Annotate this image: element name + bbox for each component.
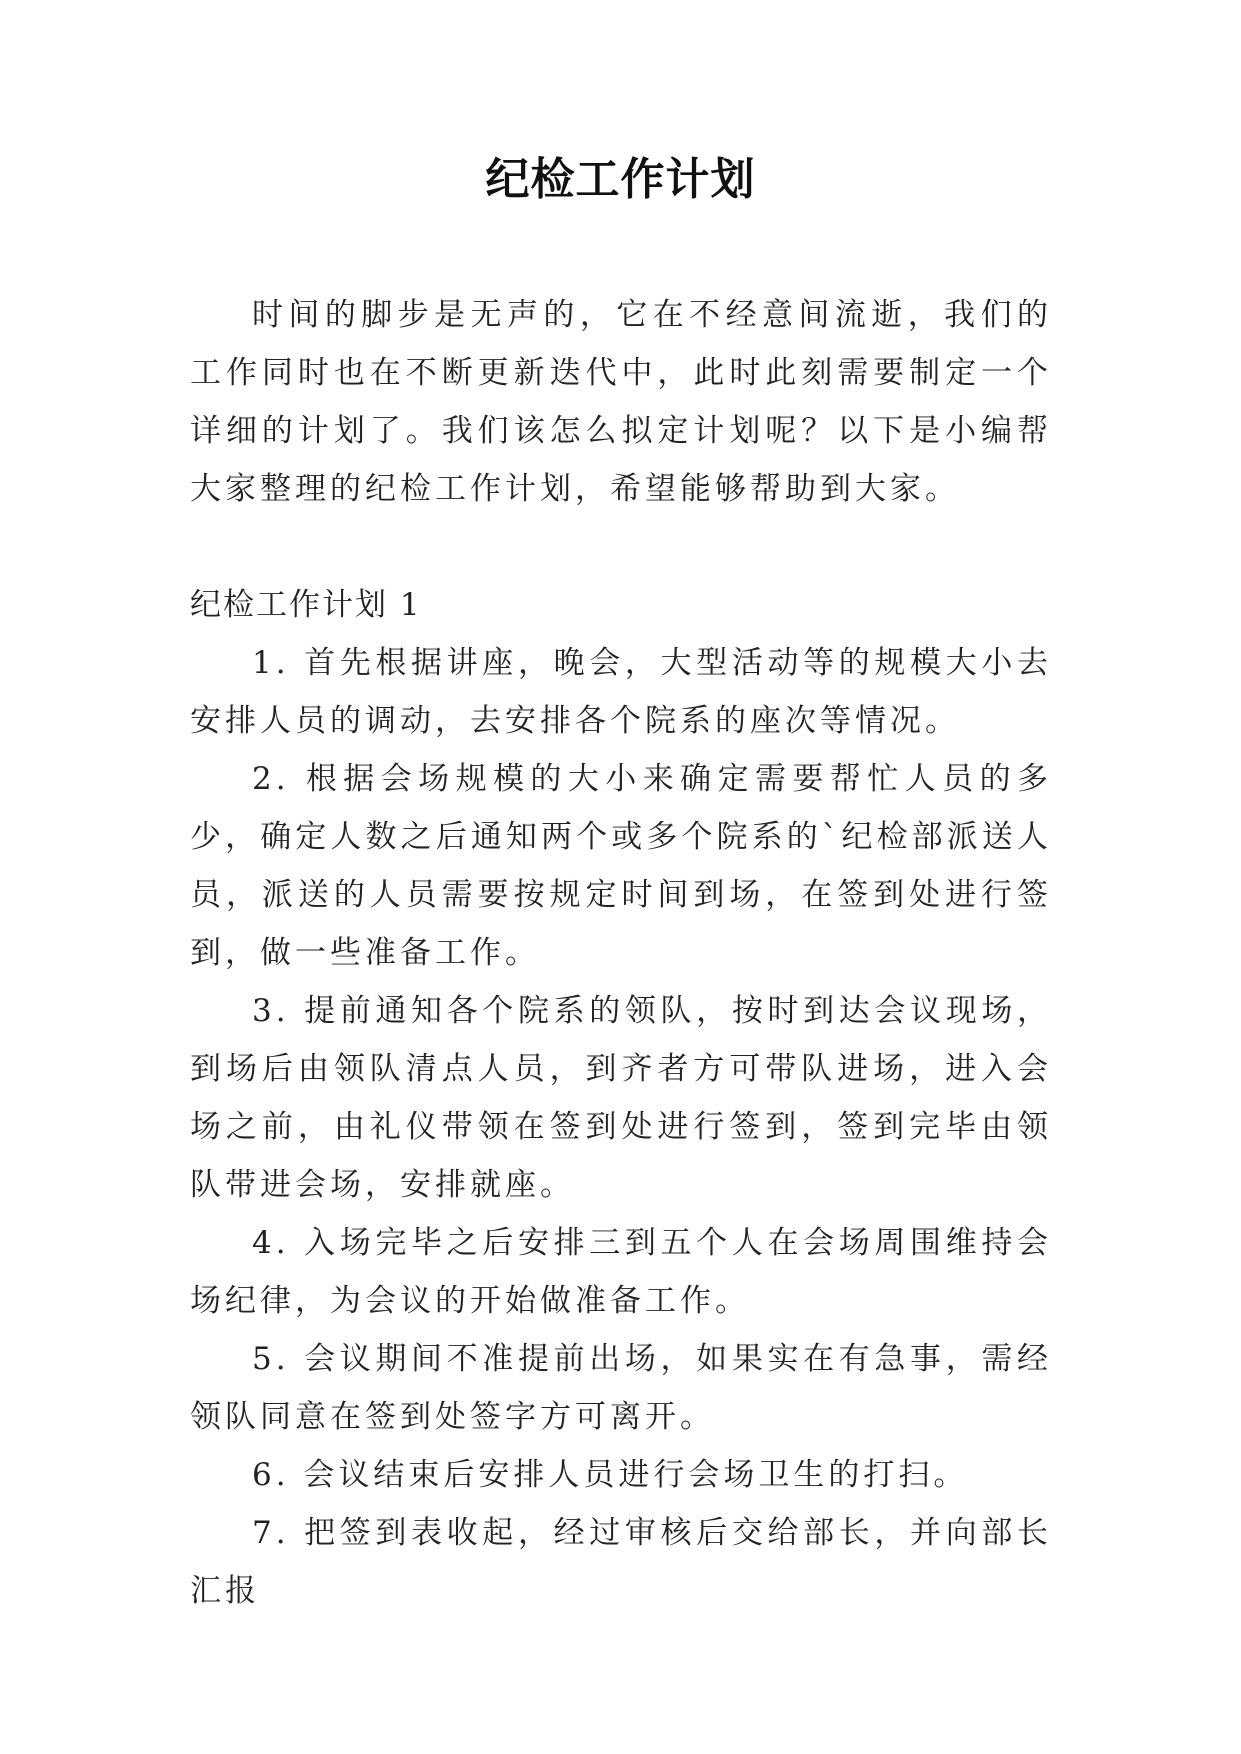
list-item-7: 7. 把签到表收起，经过审核后交给部长，并向部长汇报 — [190, 1515, 1052, 1609]
list-item-5: 5. 会议期间不准提前出场，如果实在有急事，需经领队同意在签到处签字方可离开。 — [190, 1341, 1052, 1435]
list-item-6: 6. 会议结束后安排人员进行会场卫生的打扫。 — [252, 1457, 969, 1493]
document-title: 纪检工作计划 — [485, 154, 756, 205]
list-item-3: 3. 提前通知各个院系的领队，按时到达会议现场，到场后由领队清点人员，到齐者方可带队进场，进入会场之前，由礼仪带领在签到处进行签到，签到完毕由领队带进会场，安排就座。 — [190, 993, 1052, 1203]
section-title: 纪检工作计划 1 — [190, 587, 422, 623]
document-body — [190, 286, 1052, 1620]
list-item-2: 2. 根据会场规模的大小来确定需要帮忙人员的多少，确定人数之后通知两个或多个院系的`纪检部派送人员，派送的人员需要按规定时间到场，在签到处进行签到，做一些准备工作。 — [190, 761, 1052, 971]
list-item-4: 4. 入场完毕之后安排三到五个人在会场周围维持会场纪律，为会议的开始做准备工作。 — [190, 1225, 1052, 1319]
list-item-1: 1. 首先根据讲座，晚会，大型活动等的规模大小去安排人员的调动，去安排各个院系的座次等情况。 — [190, 645, 1052, 739]
intro-paragraph: 时间的脚步是无声的，它在不经意间流逝，我们的工作同时也在不断更新迭代中，此时此刻需要制定一个详细的计划了。我们该怎么拟定计划呢？以下是小编帮大家整理的纪检工作计划，希望能够帮助到大家。 — [190, 297, 1052, 507]
